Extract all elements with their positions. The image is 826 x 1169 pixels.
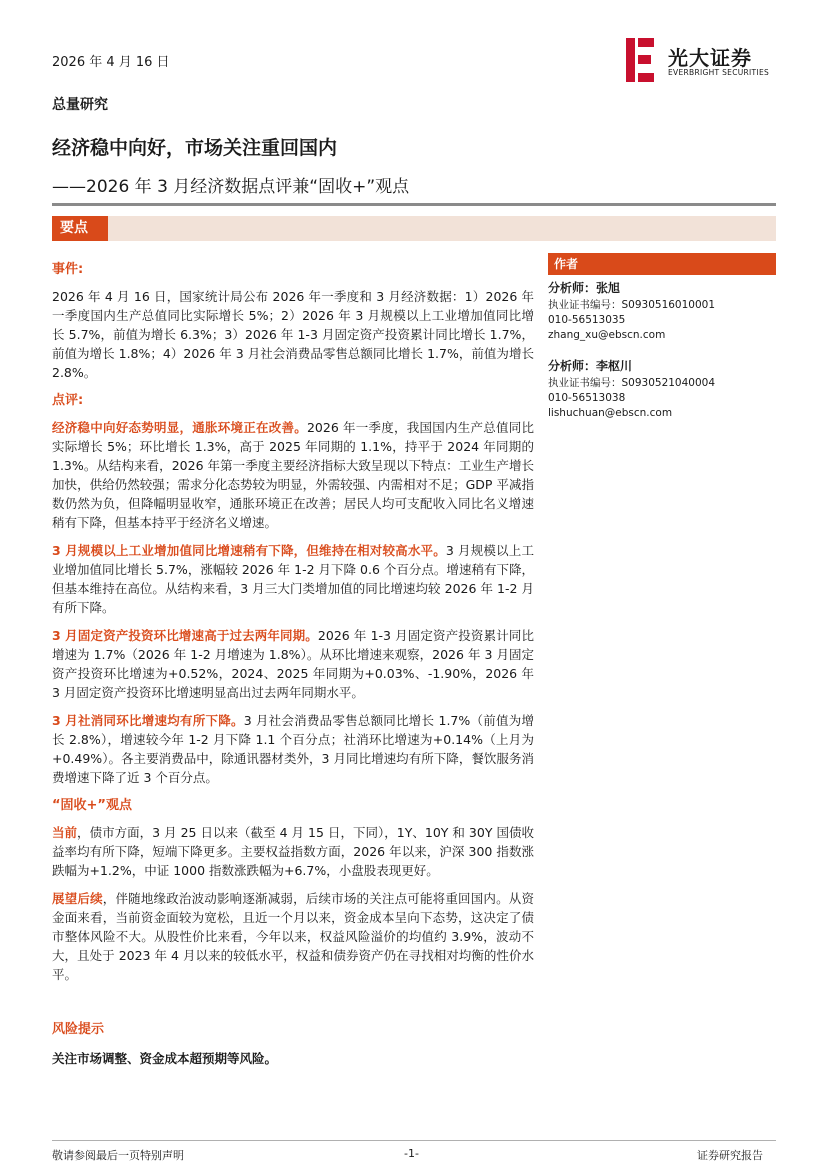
gushou-lead: 当前 xyxy=(52,825,78,840)
event-text: 2026 年 4 月 16 日，国家统计局公布 2026 年一季度和 3 月经济数据：1）2026 年一季度国内生产总值同比实际增长 5%；2）2026 年 3 月规模以上工业增加值同比增长 5.7%，前值为增长 6.3%；3）2026 年 1-3 月固定资产投资累计同比增长 1.7%，前值为增长 1.8%；4）2026 年 3 月社会消费品零售总额同比增长 1.7%，前值为增长 2.8%。 xyxy=(52,289,534,380)
comment-paragraph xyxy=(52,711,534,787)
comment-body: 2026 年一季度，我国国内生产总值同比实际增长 5%；环比增长 1.3%，高于 2025 年同期的 1.1%，持平于 2024 年同期的 1.3%。从结构来看，2026 年第一季度主要经济指标大致呈现以下特点：工业生产增长加快，供给仍然较强；需求分化态势较为明显，外需较强、内需相对不足；GDP 平减指数仍然为负，但降幅明显收窄，通胀环境正在改善；居民人均可支配收入同比名义增速稍有下降，但基本持平于经济名义增速。 xyxy=(52,420,534,530)
analyst-email[interactable]: lishuchuan@ebscn.com xyxy=(548,407,673,419)
gushou-heading: “固收+”观点 xyxy=(52,798,132,813)
gushou-body: ，债市方面，3 月 25 日以来（截至 4 月 15 日，下同），1Y、10Y 和 30Y 国债收益率均有所下降，短端下降更多。主要权益指数方面，2026 年以来，沪深 300 指数涨跌幅为+1.2%，中证 1000 指数涨跌幅为+6.7%，小盘股表现更好。 xyxy=(52,825,534,878)
analyst-license: 执业证书编号：S0930516010001 xyxy=(548,299,716,311)
logo-subtitle: EVERBRIGHT SECURITIES xyxy=(668,68,770,77)
gushou-body: ，伴随地缘政治波动影响逐渐减弱，后续市场的关注点可能将重回国内。从资金面来看，当前资金面较为宽松，且近一个月以来，资金成本呈向下态势，这决定了债市整体风险不大。从股性价比来看，今年以来，权益风险溢价的均值约 3.9%，波动不大，且处于 2023 年 4 月以来的较低水平，权益和债券资产仍在寻找相对均衡的性价水平。 xyxy=(52,891,534,982)
logo-name: 光大证券 xyxy=(668,46,752,70)
risk-text: 关注市场调整、资金成本超预期等风险。 xyxy=(52,1051,278,1066)
comment-lead: 3 月规模以上工业增加值同比增速稍有下降，但维持在相对较高水平。 xyxy=(52,543,446,558)
report-title: 经济稳中向好，市场关注重回国内 xyxy=(52,137,338,159)
analyst-card xyxy=(548,359,776,421)
comment-body: 3 月社会消费品零售总额同比增长 1.7%（前值为增长 2.8%），增速较今年 1-2 月下降 1.1 个百分点；社消环比增速为+0.14%（上月为+0.49%）。各主要消费品中，除通讯器材类外，3 月同比增速均有所下降，餐饮服务消费增速下降了近 3 个百分点。 xyxy=(52,713,534,785)
comment-heading: 点评: xyxy=(52,393,84,408)
brand-logo xyxy=(626,38,786,82)
keypoints-label: 要点 xyxy=(52,216,108,241)
comment-body: 2026 年 1-3 月固定资产投资累计同比增速为 1.7%（2026 年 1-2 月增速为 1.8%）。从环比增速来观察，2026 年 3 月固定资产投资环比增速为+0.52%，2024、2025 年同期为+0.03%、-1.90%，2026 年 3 月固定资产投资环比增速明显高出过去两年同期水平。 xyxy=(52,628,534,700)
analyst-phone: 010-56513038 xyxy=(548,392,626,404)
comment-body: 3 月规模以上工业增加值同比增长 5.7%，涨幅较 2026 年 1-2 月下降 0.6 个百分点。增速稍有下降，但基本维持在高位。从结构来看，3 月三大门类增加值的同比增速均较 2026 年 1-2 月有所下降。 xyxy=(52,543,534,615)
authors-heading: 作者 xyxy=(548,253,776,275)
keypoints-bar xyxy=(52,216,776,241)
comment-paragraph xyxy=(52,541,534,617)
risk-section xyxy=(52,1018,534,1067)
author-sidebar xyxy=(548,253,776,437)
footer-disclaimer: 敬请参阅最后一页特别声明 xyxy=(52,1149,184,1162)
comment-paragraph xyxy=(52,626,534,702)
report-date: 2026 年 4 月 16 日 xyxy=(52,55,170,70)
report-subtitle: ——2026 年 3 月经济数据点评兼“固收+”观点 xyxy=(52,177,410,197)
analyst-license: 执业证书编号：S0930521040004 xyxy=(548,377,716,389)
analyst-card xyxy=(548,281,776,343)
gushou-lead: 展望后续 xyxy=(52,891,103,906)
everbright-logo-icon xyxy=(626,38,656,82)
event-heading: 事件: xyxy=(52,262,84,277)
main-content xyxy=(52,260,534,993)
page-number: -1- xyxy=(404,1147,419,1160)
report-category: 总量研究 xyxy=(52,97,108,113)
gushou-paragraph xyxy=(52,889,534,984)
comment-paragraph xyxy=(52,418,534,532)
comment-lead: 3 月固定资产投资环比增速高于过去两年同期。 xyxy=(52,628,318,643)
footer-divider xyxy=(52,1140,776,1141)
comment-lead: 3 月社消同环比增速均有所下降。 xyxy=(52,713,244,728)
risk-heading: 风险提示 xyxy=(52,1022,105,1037)
footer-report-type: 证券研究报告 xyxy=(697,1149,763,1162)
analyst-phone: 010-56513035 xyxy=(548,314,626,326)
analyst-name: 分析师：张旭 xyxy=(548,281,621,295)
analyst-name: 分析师：李枢川 xyxy=(548,359,633,373)
gushou-paragraph xyxy=(52,823,534,880)
comment-lead: 经济稳中向好态势明显，通胀环境正在改善。 xyxy=(52,420,307,435)
analyst-email[interactable]: zhang_xu@ebscn.com xyxy=(548,329,666,341)
title-divider xyxy=(52,203,776,206)
